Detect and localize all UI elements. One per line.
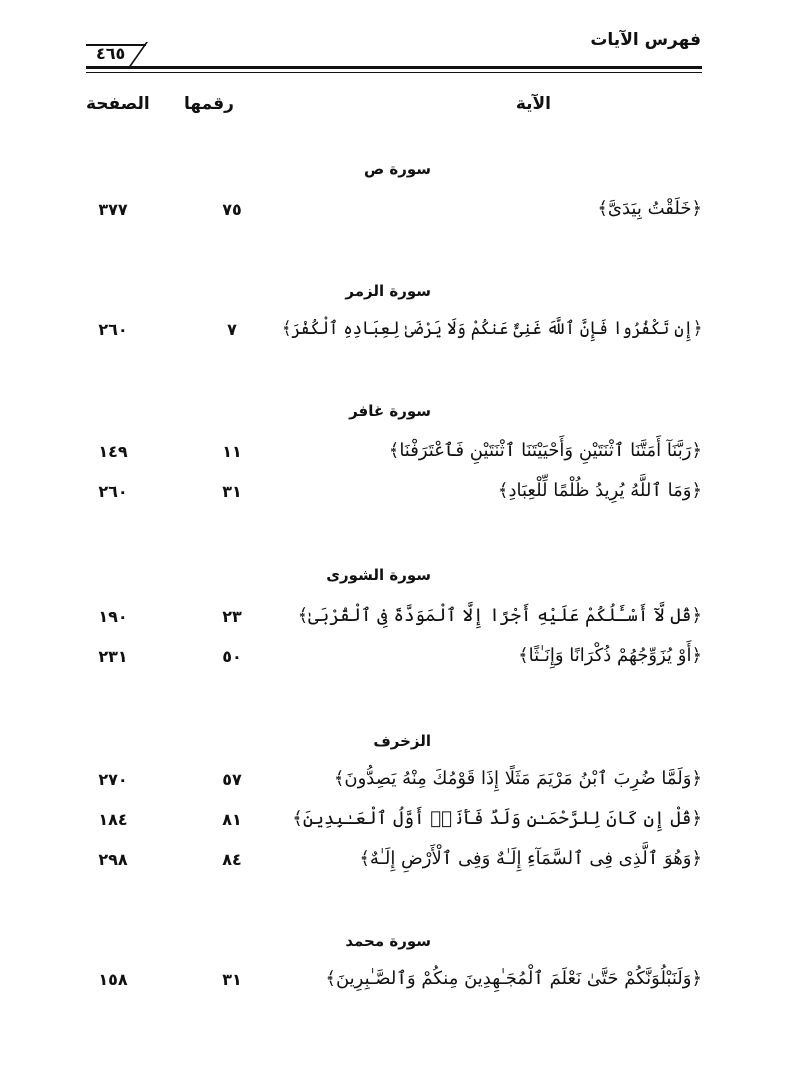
- ayah-number: ٧٥: [222, 200, 242, 219]
- ayah-number: ١١: [222, 442, 242, 461]
- ayah-number: ٣١: [222, 482, 242, 501]
- header-rule: [86, 66, 702, 69]
- table-row: [86, 808, 702, 840]
- page-ref: ٢٩٨: [98, 850, 128, 869]
- table-row: [86, 440, 702, 472]
- column-header-number: رقمها: [184, 94, 234, 114]
- page-ref: ٢٦٠: [98, 320, 128, 339]
- page-ref: ١٨٤: [98, 810, 128, 829]
- ayah-number: ٨٤: [222, 850, 242, 869]
- table-row: [86, 318, 702, 350]
- page-ref: ٣٧٧: [98, 200, 128, 219]
- table-row: [86, 768, 702, 800]
- page-ref: ١٩٠: [98, 607, 128, 626]
- ayah-text: ﴿قُل لَّآ أَسْـَٔلُكُمْ عَلَيْهِ أَجْرًا إِلَّا ٱلْمَوَدَّةَ فِى ٱلْقُرْبَىٰ﴾: [297, 605, 702, 626]
- page-ref: ١٥٨: [98, 970, 128, 989]
- surah-title: سورة ص: [363, 160, 431, 178]
- ayah-text: ﴿وَلَمَّا ضُرِبَ ٱبْنُ مَرْيَمَ مَثَلًا إِذَا قَوْمُكَ مِنْهُ يَصِدُّونَ﴾: [333, 768, 702, 789]
- column-header-page: الصفحة: [86, 94, 150, 114]
- page-ref: ١٤٩: [98, 442, 128, 461]
- table-row: [86, 198, 702, 230]
- ayah-text: ﴿وَلَنَبْلُوَنَّكُمْ حَتَّىٰ نَعْلَمَ ٱلْمُجَـٰهِدِينَ مِنكُمْ وَٱلصَّـٰبِرِينَ﴾: [325, 968, 702, 989]
- table-row: [86, 848, 702, 880]
- ayah-number: ٣١: [222, 970, 242, 989]
- table-row: [86, 480, 702, 512]
- page-ref: ٢٦٠: [98, 482, 128, 501]
- surah-title: سورة الزمر: [345, 282, 431, 300]
- ayah-number: ٥٧: [222, 770, 242, 789]
- ayah-text: ﴿قُلْ إِن كَانَ لِلرَّحْمَـٰنِ وَلَدٌ فَأَنَا۠ أَوَّلُ ٱلْعَـٰبِدِينَ﴾: [292, 808, 702, 829]
- ayah-text: ﴿وَهُوَ ٱلَّذِى فِى ٱلسَّمَآءِ إِلَـٰهٌ وَفِى ٱلْأَرْضِ إِلَـٰهٌ﴾: [359, 848, 702, 869]
- surah-title: سورة محمد: [345, 932, 431, 950]
- table-row: [86, 968, 702, 1000]
- surah-title: الزخرف: [373, 732, 431, 750]
- page-ref: ٢٧٠: [98, 770, 128, 789]
- ayah-number: ٥٠: [222, 647, 242, 666]
- table-row: [86, 645, 702, 677]
- ayah-number: ٨١: [222, 810, 242, 829]
- ayah-text: ﴿خَلَقْتُ بِيَدَىَّ﴾: [597, 198, 702, 219]
- surah-title: سورة غافر: [349, 402, 431, 420]
- running-title: فهرس الآيات: [590, 30, 701, 50]
- header-rule-thin: [86, 72, 702, 73]
- ayah-number: ٧: [227, 320, 237, 339]
- ayah-text: ﴿وَمَا ٱللَّهُ يُرِيدُ ظُلْمًا لِّلْعِبَادِ﴾: [497, 480, 702, 501]
- table-row: [86, 605, 702, 637]
- column-header-ayah: الآية: [515, 94, 551, 114]
- ayah-text: ﴿إِن تَكْفُرُوا فَإِنَّ ٱللَّهَ غَنِىٌّ عَنكُمْ وَلَا يَرْضَىٰ لِعِبَادِهِ ٱلْكُفْرَ﴾: [281, 318, 702, 339]
- surah-title: سورة الشورى: [326, 566, 431, 584]
- page-ref: ٢٣١: [98, 647, 128, 666]
- ayah-number: ٢٣: [222, 607, 242, 626]
- page-number: ٤٦٥: [96, 44, 126, 63]
- ayah-text: ﴿رَبَّنَآ أَمَتَّنَا ٱثْنَتَيْنِ وَأَحْيَيْتَنَا ٱثْنَتَيْنِ فَٱعْتَرَفْنَا﴾: [388, 440, 702, 461]
- ayah-text: ﴿أَوْ يُزَوِّجُهُمْ ذُكْرَانًا وَإِنَـٰثًا﴾: [518, 645, 702, 666]
